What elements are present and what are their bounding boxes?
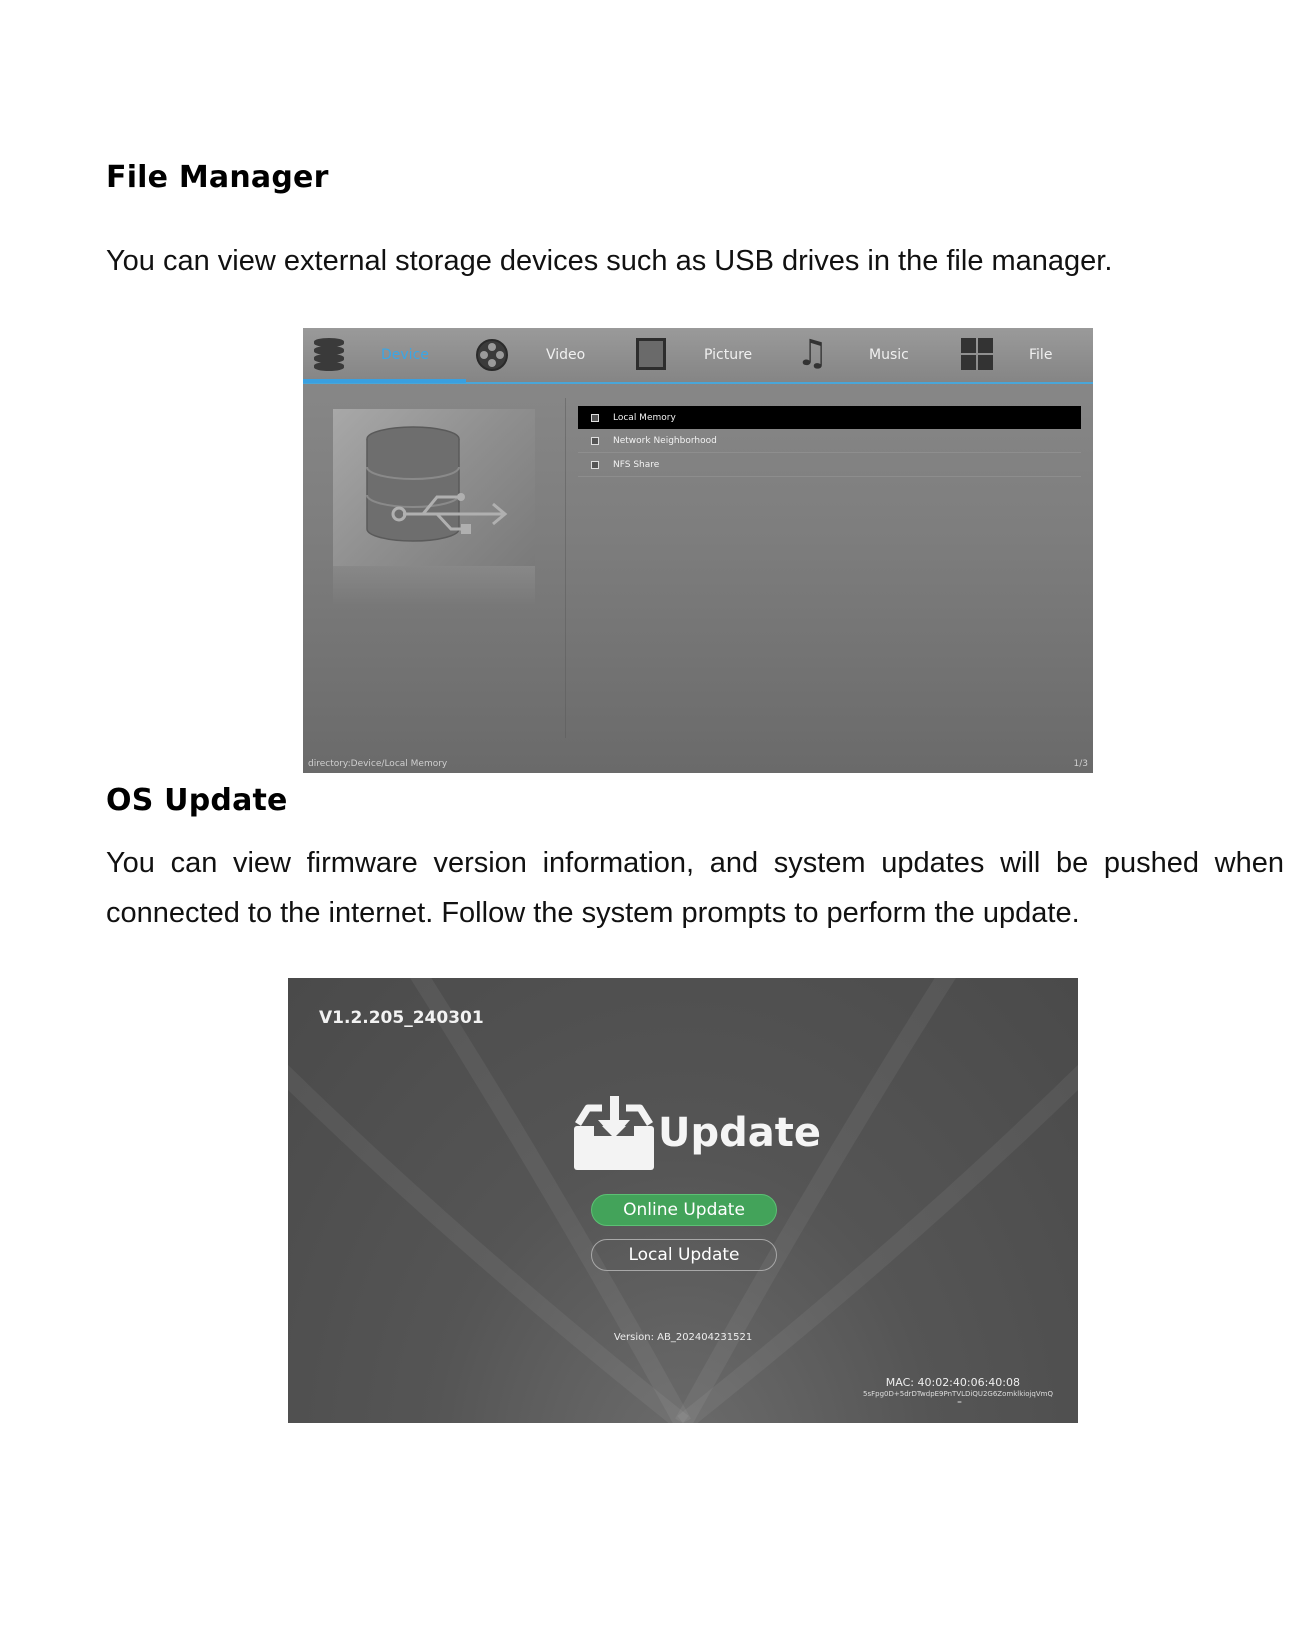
list-item-network-neighborhood[interactable] xyxy=(578,429,1081,453)
download-tray-icon xyxy=(572,1096,656,1172)
film-reel-icon xyxy=(476,339,508,371)
panel-divider xyxy=(565,398,566,738)
local-update-button[interactable]: Local Update xyxy=(591,1239,777,1271)
tab-device-label: Device xyxy=(381,347,429,363)
tab-picture-label: Picture xyxy=(704,347,753,363)
os-update-description: You can view firmware version information, and system updates will be pushed when connected to the internet. Follow the system prompts to perform the update. xyxy=(106,847,1284,929)
list-item-local-memory[interactable] xyxy=(578,406,1081,429)
device-serial-tail: = xyxy=(956,1399,962,1406)
build-version: Version: AB_202404231521 xyxy=(613,1332,753,1343)
device-preview-image xyxy=(333,409,535,566)
tab-video-label: Video xyxy=(546,347,586,363)
file-manager-description: You can view external storage devices such as USB drives in the file manager. xyxy=(106,245,1113,277)
tab-file-label: File xyxy=(1029,347,1053,363)
list-item-nfs-share[interactable] xyxy=(578,453,1081,477)
file-manager-screenshot xyxy=(303,328,1093,773)
tab-music[interactable] xyxy=(786,328,946,382)
online-update-button[interactable]: Online Update xyxy=(591,1194,777,1226)
list-item-label: Network Neighborhood xyxy=(613,435,717,446)
os-update-heading: OS Update xyxy=(106,783,288,818)
grid-icon xyxy=(961,338,993,370)
directory-path: directory:Device/Local Memory xyxy=(308,759,448,769)
update-title: Update xyxy=(658,1110,821,1156)
storage-list xyxy=(578,406,1081,477)
device-preview-reflection xyxy=(333,566,535,606)
file-manager-heading: File Manager xyxy=(106,160,329,195)
device-serial: 5sFpg0D+5drDTwdpE9PnTVLDiQU2G6ZomklkiojqVmQ xyxy=(863,1390,1053,1398)
tab-music-label: Music xyxy=(869,347,909,363)
page-indicator: 1/3 xyxy=(1073,759,1088,769)
list-item-label: Local Memory xyxy=(613,412,676,423)
tab-device[interactable] xyxy=(303,328,466,382)
music-note-icon: ♫ xyxy=(796,333,829,374)
list-item-label: NFS Share xyxy=(613,459,660,470)
tab-file[interactable] xyxy=(946,328,1093,382)
os-update-screenshot xyxy=(288,978,1078,1423)
tab-video[interactable] xyxy=(466,328,626,382)
usb-storage-icon xyxy=(333,409,535,566)
network-icon xyxy=(591,437,599,445)
firmware-version: V1.2.205_240301 xyxy=(319,1008,484,1028)
network-icon xyxy=(591,461,599,469)
database-icon xyxy=(314,338,344,372)
storage-icon xyxy=(591,414,599,422)
mac-address: MAC: 40:02:40:06:40:08 xyxy=(885,1376,1020,1389)
picture-icon xyxy=(636,338,666,370)
tab-picture[interactable] xyxy=(626,328,786,382)
